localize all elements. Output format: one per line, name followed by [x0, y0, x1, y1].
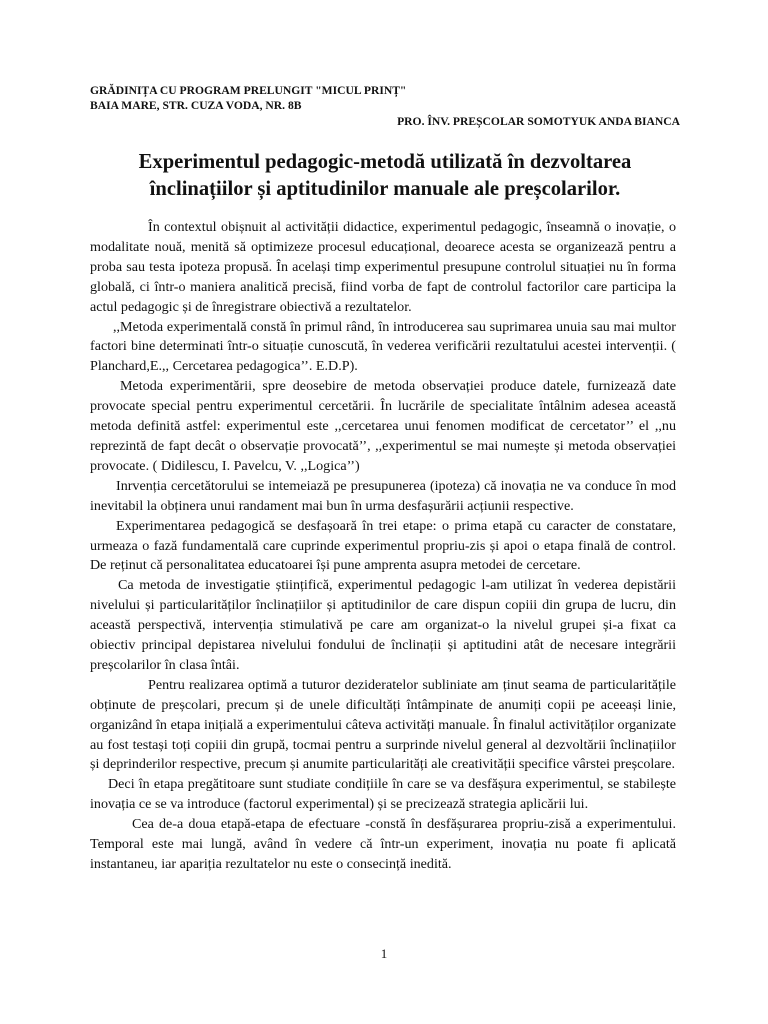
kindergarten-name: GRĂDINIȚA CU PROGRAM PRELUNGIT "MICUL PRINȚ"	[90, 84, 407, 97]
paragraph: Pentru realizarea optimă a tuturor dezideratelor subliniate am ținut seama de particularitățile obținute de preșcolari, precum și de unele dificultăți întâmpinate de anumiți copii pe aceeași linie, organizând în etapa inițială a experimentului câteva activități manuale. În finalul activităților organizate au fost testași toți copiii din grupă, tocmai pentru a surprinde nivelul general al dezvoltării înclinațiilor și deprinderilor respective, precum și anumite particularități ale creativității specifice vârstei preșcolare.	[90, 676, 676, 773]
paragraph: Metoda experimentării, spre deosebire de metoda observației produce datele, furnizează date provocate special pentru experimentul cercetării. În lucrările de specialitate întâlnim adesea această metoda definită astfel: experimentul este ,,cercetarea unui fenomen modificat de cercetator’’ el ,,nu reprezintă de fapt decât o observație provocată’’, ,,experimentul se mai numește și metoda observației provocate. ( Didilescu, I. Pavelcu, V. ,,Logica’’)	[90, 378, 676, 474]
paragraph: Experimentarea pedagogică se desfașoară în trei etape: o prima etapă cu caracter de constatare, urmeaza o fază fundamentală care cuprinde experimentul propriu-zis și apoi o etapa finală de control. De reținut că personalitatea educatoarei își pune amprenta asupra metodei de cercetare.	[90, 517, 676, 574]
title-line-2: înclinațiilor și aptitudinilor manuale ale preșcolarilor.	[149, 178, 621, 200]
kindergarten-address: BAIA MARE, STR. CUZA VODA, NR. 8B	[90, 99, 302, 112]
page-number: 1	[380, 946, 388, 961]
title-line-1: Experimentul pedagogic-metodă utilizată în dezvoltarea	[138, 151, 632, 173]
paragraph: Ca metoda de investigatie științifică, experimentul pedagogic l-am utilizat în vederea depistării nivelului și particularităților înclinațiilor și aptitudinilor de care dispun copiii din grupa de lucru, din această perspectivă, intervenția stimulativă pe care am organizat-o la nivelul grupei și-a fixat ca obiectiv principal depistarea nivelului fondului de înclinații și aptitudini atât de necesare integrării preșcolarilor în clasa întâi.	[90, 577, 676, 673]
document-title	[80, 149, 690, 203]
paragraph: Deci în etapa pregătitoare sunt studiate condițiile în care se va desfășura experimentul, se stabilește inovația ce se va introduce (factorul experimental) și se precizează strategia aplicării lui.	[90, 776, 676, 813]
paragraph: Inrvenția cercetătorului se intemeiază pe presupunerea (ipoteza) că inovația ne va conduce în mod inevitabil la obținera unui randament mai bun în urma desfașurării acțiunii respective.	[90, 477, 676, 514]
paragraph: În contextul obișnuit al activității didactice, experimentul pedagogic, înseamnă o inovație, o modalitate nouă, menită să optimizeze procesul educațional, deoarece acesta se organizează pentru a proba sau testa ipoteza propusă. În același timp experimentul presupune controlul situației nu în forma globală, ci într-o maniera analitică precisă, fiind vorba de fapt de controlul factorilor care participa la actul pedagogic și de înregistrare obiectivă a rezultatelor.	[90, 219, 676, 315]
document-header	[90, 83, 680, 129]
author-line: PRO. ÎNV. PREȘCOLAR SOMOTYUK ANDA BIANCA	[397, 115, 680, 128]
document-body	[90, 218, 676, 875]
paragraph: Cea de-a doua etapă-etapa de efectuare -constă în desfășurarea propriu-zisă a experimentului. Temporal este mai lungă, având în vedere că într-un experiment, inovația nu poate fi aplicată instantaneu, iar apariția rezultatelor nu este o consecință inedită.	[90, 816, 676, 872]
paragraph: ,,Metoda experimentală constă în primul rând, în introducerea sau suprimarea unuia sau mai multor factori bine determinati într-o situație cunoscută, în vederea verificării rezultatului acestei intervenții. ( Planchard,E.,, Cercetarea pedagogica’’. E.D.P).	[90, 318, 676, 375]
